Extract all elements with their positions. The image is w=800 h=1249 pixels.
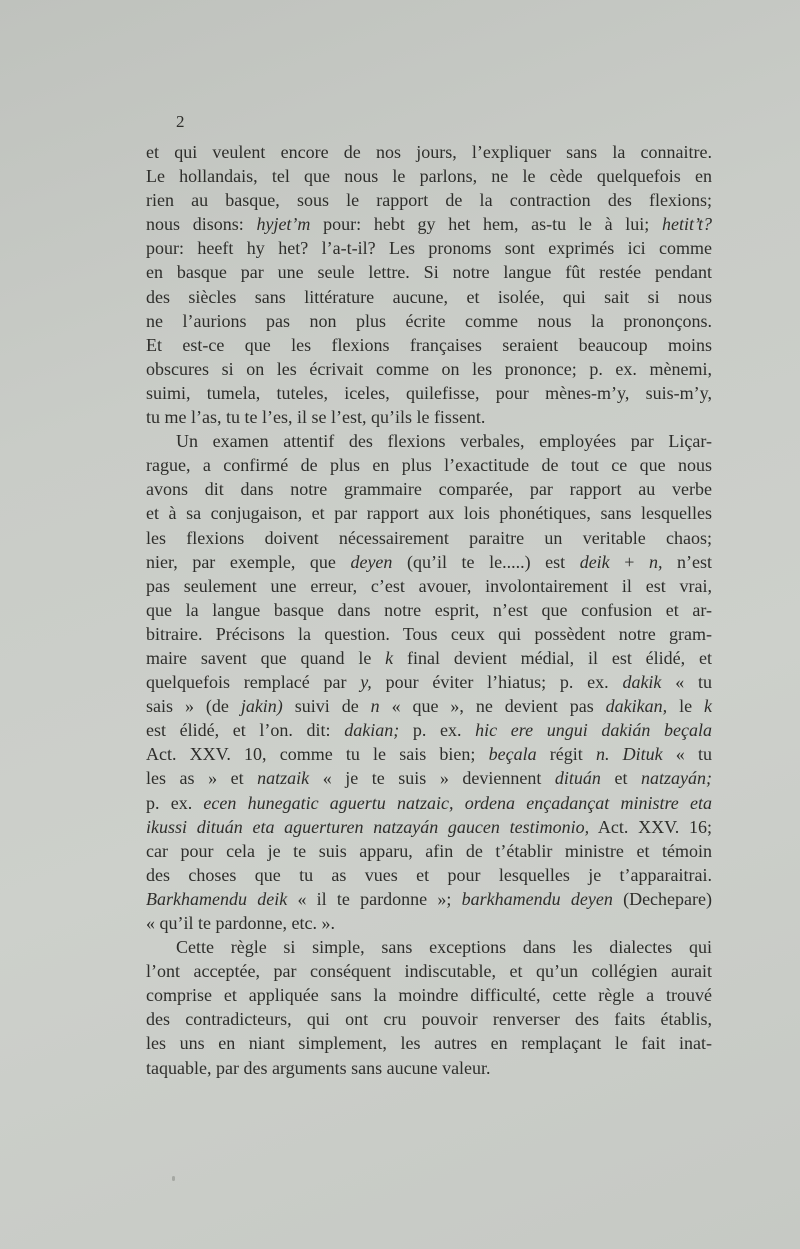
text-run: pour éviter l’hiatus; p. ex. (371, 672, 623, 693)
text-line (146, 501, 712, 525)
text-run: rien au basque, sous le rapport de la contraction des flexions; (146, 190, 712, 211)
text-run: maire savent que quand le (146, 647, 386, 668)
text-run: des siècles sans littérature aucune, et isolée, qui sait si nous (146, 286, 712, 307)
text-line (146, 236, 712, 260)
text-run: (qu’il te le.....) est (392, 551, 580, 572)
text-line (146, 429, 712, 453)
text-run: « il te pardonne »; (287, 888, 462, 909)
text-run: p. ex. (399, 720, 476, 741)
text-run: en basque par une seule lettre. Si notre langue fût restée pendant (146, 262, 712, 283)
text-line (146, 622, 712, 646)
text-run: obscures si on les écrivait comme on les prononce; p. ex. mènemi, (146, 358, 712, 379)
italic-text: hyjet’m (256, 214, 311, 235)
text-line (146, 766, 712, 790)
italic-text: dakik (622, 672, 662, 693)
text-line (146, 1056, 712, 1080)
italic-text: k (385, 647, 394, 668)
text-line (146, 1007, 712, 1031)
italic-text: jakin) (240, 696, 283, 717)
italic-text: hetit’t? (662, 214, 712, 235)
text-line (146, 550, 712, 574)
text-run: et à sa conjugaison, et par rapport aux lois phonétiques, sans lesquelles (146, 503, 712, 524)
body-text (146, 140, 712, 1080)
text-line (146, 453, 712, 477)
text-line (146, 863, 712, 887)
italic-text: barkhamendu deyen (461, 888, 613, 909)
italic-text: dituán (554, 768, 601, 789)
text-line (146, 188, 712, 212)
text-line (146, 212, 712, 236)
text-run: « qu’il te pardonne, etc. ». (146, 913, 335, 933)
text-run: p. ex. (146, 792, 204, 813)
italic-text: n. Dituk (595, 744, 663, 765)
text-run: n’est (662, 551, 713, 572)
text-line (146, 670, 712, 694)
text-run: Cette règle si simple, sans exceptions dans les dialectes qui (176, 937, 712, 958)
text-line (146, 646, 712, 670)
text-run: « je te suis » deviennent (309, 768, 555, 789)
text-line (146, 357, 712, 381)
text-line (146, 598, 712, 622)
text-run: Act. XXV. 10, comme tu le sais bien; (146, 744, 489, 765)
text-run: nous disons: (146, 214, 257, 235)
text-run: les uns en niant simplement, les autres en remplaçant le fait inat- (146, 1033, 712, 1054)
page-number: 2 (176, 112, 185, 131)
text-line (146, 983, 712, 1007)
text-line (146, 381, 712, 405)
italic-text: dakikan, (605, 696, 668, 717)
text-run: bitraire. Précisons la question. Tous ceux qui possèdent notre gram- (146, 623, 712, 644)
text-run: (Dechepare) (612, 888, 712, 909)
italic-text: beçala (488, 744, 537, 765)
text-line (146, 405, 712, 429)
text-line (146, 935, 712, 959)
text-run: suivi de (282, 696, 371, 717)
text-line (146, 260, 712, 284)
text-line (146, 140, 712, 164)
text-run: comprise et appliquée sans la moindre difficulté, cette règle a trouvé (146, 985, 712, 1006)
text-run: « tu (661, 672, 712, 693)
text-run: et (600, 768, 641, 789)
text-run: Act. XXV. 16; (589, 816, 712, 837)
text-run: des contradicteurs, qui ont cru pouvoir renverser des faits établis, (146, 1009, 712, 1030)
text-run: des choses que tu as vues et pour lesquelles je t’apparaitrai. (146, 864, 712, 885)
text-run: rague, a confirmé de plus en plus l’exactitude de tout ce que nous (146, 455, 712, 476)
text-run: les flexions doivent nécessairement paraitre un veritable chaos; (146, 527, 712, 548)
text-run: quelquefois remplacé par (146, 672, 361, 693)
text-line (146, 285, 712, 309)
text-run: final devient médial, il est élidé, et (393, 647, 712, 668)
italic-text: n (370, 696, 380, 717)
text-line (146, 839, 712, 863)
text-run: « que », ne devient pas (379, 696, 606, 717)
text-run: pas seulement une erreur, c’est avouer, involontairement il est vrai, (146, 575, 712, 596)
italic-text: Barkhamendu deik (146, 888, 288, 909)
italic-text: y, (360, 672, 372, 693)
text-run: régit (536, 744, 596, 765)
text-line (146, 309, 712, 333)
text-run: car pour cela je te suis apparu, afin de t’établir ministre et témoin (146, 840, 712, 861)
text-run: est élidé, et l’on. dit: (146, 720, 345, 741)
text-line (146, 477, 712, 501)
text-run: sais » (de (146, 696, 241, 717)
text-line (146, 694, 712, 718)
text-run: que la langue basque dans notre esprit, n’est que confusion et ar- (146, 599, 712, 620)
text-line (146, 887, 712, 911)
text-run: taquable, par des arguments sans aucune valeur. (146, 1057, 491, 1078)
italic-text: k (704, 696, 713, 717)
text-line (146, 815, 712, 839)
text-run: pour: hebt gy het hem, as-tu le à lui; (310, 214, 662, 235)
text-line (146, 742, 712, 766)
text-run: l’ont acceptée, par conséquent indiscutable, et qu’un collégien aurait (146, 961, 712, 982)
text-line (146, 333, 712, 357)
italic-text: deik (579, 551, 610, 572)
text-line (146, 791, 712, 815)
italic-text: hic ere ungui dakián beçala (475, 720, 712, 741)
text-line (146, 574, 712, 598)
text-line (146, 164, 712, 188)
text-run: Un examen attentif des flexions verbales, employées par Liçar- (176, 431, 712, 452)
text-run: nier, par exemple, que (146, 551, 351, 572)
text-line (146, 526, 712, 550)
italic-text: natzaik (257, 768, 310, 789)
italic-text: natzayán; (641, 768, 712, 789)
text-run: suimi, tumela, tuteles, iceles, quilefisse, pour mènes-m’y, suis-m’y, (146, 382, 712, 403)
text-run: avons dit dans notre grammaire comparée, par rapport au verbe (146, 479, 712, 500)
text-line (146, 1031, 712, 1055)
text-run: les as » et (146, 768, 258, 789)
text-line (146, 911, 712, 935)
italic-text: ecen hunegatic aguertu natzaic, ordena ençadançat ministre eta (203, 792, 712, 813)
text-run: + (609, 551, 649, 572)
text-run: le (667, 696, 705, 717)
text-run: ne l’aurions pas non plus écrite comme nous la prononçons. (146, 310, 712, 331)
text-run: Et est-ce que les flexions françaises seraient beaucoup moins (146, 334, 712, 355)
italic-text: deyen (350, 551, 393, 572)
text-line (146, 959, 712, 983)
text-run: et qui veulent encore de nos jours, l’expliquer sans la connaitre. (146, 142, 712, 162)
text-run: « tu (662, 744, 712, 765)
italic-text: n, (648, 551, 663, 572)
text-run: Le hollandais, tel que nous le parlons, ne le cède quelquefois en (146, 166, 712, 187)
text-run: tu me l’as, tu te l’es, il se l’est, qu’ils le fissent. (146, 407, 486, 428)
italic-text: ikussi dituán eta aguerturen natzayán gaucen testimonio, (146, 816, 590, 837)
text-line (146, 718, 712, 742)
italic-text: dakian; (344, 720, 400, 741)
text-run: pour: heeft hy het? l’a-t-il? Les pronoms sont exprimés ici comme (146, 238, 712, 259)
paper-smudge (172, 1176, 175, 1181)
